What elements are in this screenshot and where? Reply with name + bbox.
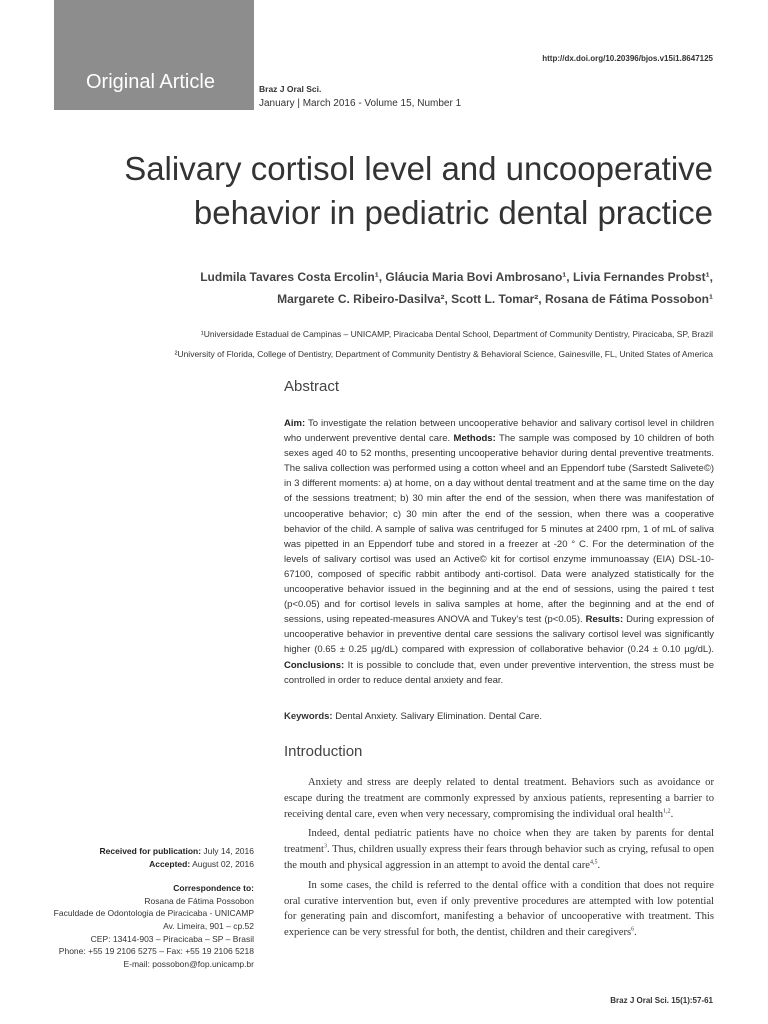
paragraph: Indeed, dental pediatric patients have no choice when they are taken by parents for dental treatment$^3$. Thus, children usually express their fears through behavior such as crying, refusal to open the mouth and physical aggression in an attempt to avoid the dental care$^{4,5}$. <box>284 828 714 871</box>
page-footer: Braz J Oral Sci. 15(1):57-61 <box>610 996 713 1005</box>
conclusions-label: Conclusions: <box>284 659 345 671</box>
article-info-sidebar <box>54 845 254 970</box>
conclusions-text: It is possible to conclude that, even under preventive intervention, the stress must be controlled in order to reduce dental anxiety and fear. <box>284 659 714 686</box>
keywords <box>284 711 714 722</box>
title-line: Salivary cortisol level and uncooperative <box>124 150 713 187</box>
keywords-label: Keywords: <box>284 711 333 722</box>
paragraph: In some cases, the child is referred to the dental office with a condition that does not require oral curative intervention but, even if only preventive procedures are attempted with low potential for generating pain and discomfort, manifesting a behavior of uncooperative with treatment. This experience can be very stressful for both, the dentist, children and their caregivers$^6$. <box>284 879 714 939</box>
correspondence-name: Rosana de Fátima Possobon <box>144 895 254 906</box>
results-text: During expression of uncooperative behavior in preventive dental care sessions the salivary cortisol level was significantly higher (0.65 ± 0.25 µg/dL) compared with expression of collaborative behavior (0.24 ± 0.10 µg/dL). <box>284 614 714 656</box>
accepted-date: Accepted: August 02, 2016 <box>149 858 254 869</box>
correspondence-phone: Phone: +55 19 2106 5275 – Fax: +55 19 2106 5218 <box>58 946 254 957</box>
affiliation: ¹Universidade Estadual de Campinas – UNICAMP, Piracicaba Dental School, Department of Community Dentistry, Piracicaba, SP, Brazil <box>200 329 713 339</box>
keywords-text: Dental Anxiety. Salivary Elimination. Dental Care. <box>332 711 543 722</box>
journal-name: Braz J Oral Sci. <box>259 84 322 94</box>
received-date: Received for publication: July 14, 2016 <box>99 846 254 856</box>
title-line: behavior in pediatric dental practice <box>193 194 713 231</box>
citation[interactable]: 3 <box>324 843 328 850</box>
aim-text: To investigate the relation between uncooperative behavior and salivary cortisol level in children who underwent preventive dental care. <box>284 418 714 445</box>
affiliations <box>60 324 713 364</box>
citation[interactable]: 1,2 <box>663 808 671 815</box>
abstract-text <box>284 416 714 688</box>
correspondence-label: Correspondence to: <box>173 883 254 894</box>
article-title <box>60 147 713 235</box>
correspondence-faculty: Faculdade de Odontologia de Piracicaba - UNICAMP <box>53 908 254 919</box>
abstract-heading: Abstract <box>284 378 340 395</box>
methods-text: The sample was composed by 10 children of both sexes aged 40 to 52 months, presenting uncooperative behavior during dental preventive treatments. The saliva collection was performed using a cotton wheel and an Eppendorf tube (Sarstedt Salivete©) in 3 different moments: a) at home, on a day without dental treatment and at the same time on the day of the sessions treatment; b) 30 min after the end of the session, when there was manifestation of uncooperative behavior; c) 30 min after the end of the session, when there was a cooperative behavior of the child. A sample of saliva was centrifuged for 5 minutes at 2400 rpm, 1 of mL of saliva was pipetted in an Eppendorf tube and stored in a freezer at -20 ° C. For the determination of the levels of salivary cortisol was used an Active© kit for cortisol enzyme immunoassay (EIA) DSL-10-67100, composed of specific rabbit antibody anti-cortisol. Data were analyzed statistically for the uncooperative behavior issued in the beginning and at the end of sessions, using the paired t test (p<0.05) and for cortisol levels in saliva samples at home, after the beginning and at the end of sessions, using repeated-measures ANOVA and Tukey's test (p<0.05). <box>284 433 714 626</box>
introduction-text <box>284 775 714 945</box>
journal-issue: January | March 2016 - Volume 15, Number 1 <box>259 98 462 109</box>
citation[interactable]: 4,5 <box>589 859 598 866</box>
introduction-heading: Introduction <box>284 743 363 760</box>
authors-line: Ludmila Tavares Costa Ercolin¹, Gláucia Maria Bovi Ambrosano¹, Livia Fernandes Probst¹, <box>200 270 713 284</box>
correspondence-street: Av. Limeira, 901 – cp.52 <box>163 920 254 931</box>
methods-label: Methods: <box>453 433 496 445</box>
doi-link[interactable]: http://dx.doi.org/10.20396/bjos.v15i1.8647125 <box>542 54 713 63</box>
citation[interactable]: 6 <box>631 926 635 933</box>
correspondence-city: CEP: 13414-903 – Piracicaba – SP – Brasil <box>90 933 254 944</box>
correspondence-email[interactable]: E-mail: possobon@fop.unicamp.br <box>123 958 254 969</box>
results-label: Results: <box>585 614 624 626</box>
paragraph: Anxiety and stress are deeply related to dental treatment. Behaviors such as avoidance or escape during the treatment are commonly expressed by anxious patients, representing a barrier to receiving dental care, even when very necessary, compromising the individual oral health$^{1,2}$. <box>284 777 714 820</box>
affiliation: ²University of Florida, College of Dentistry, Department of Community Dentistry & Behavioral Science, Gainesville, FL, United States of America <box>174 349 713 359</box>
section-tag-block <box>54 0 254 110</box>
section-tag: Original Article <box>86 71 215 93</box>
author-list <box>60 266 713 310</box>
authors-line: Margarete C. Ribeiro-Dasilva², Scott L. Tomar², Rosana de Fátima Possobon¹ <box>277 292 713 306</box>
aim-label: Aim: <box>284 418 306 429</box>
